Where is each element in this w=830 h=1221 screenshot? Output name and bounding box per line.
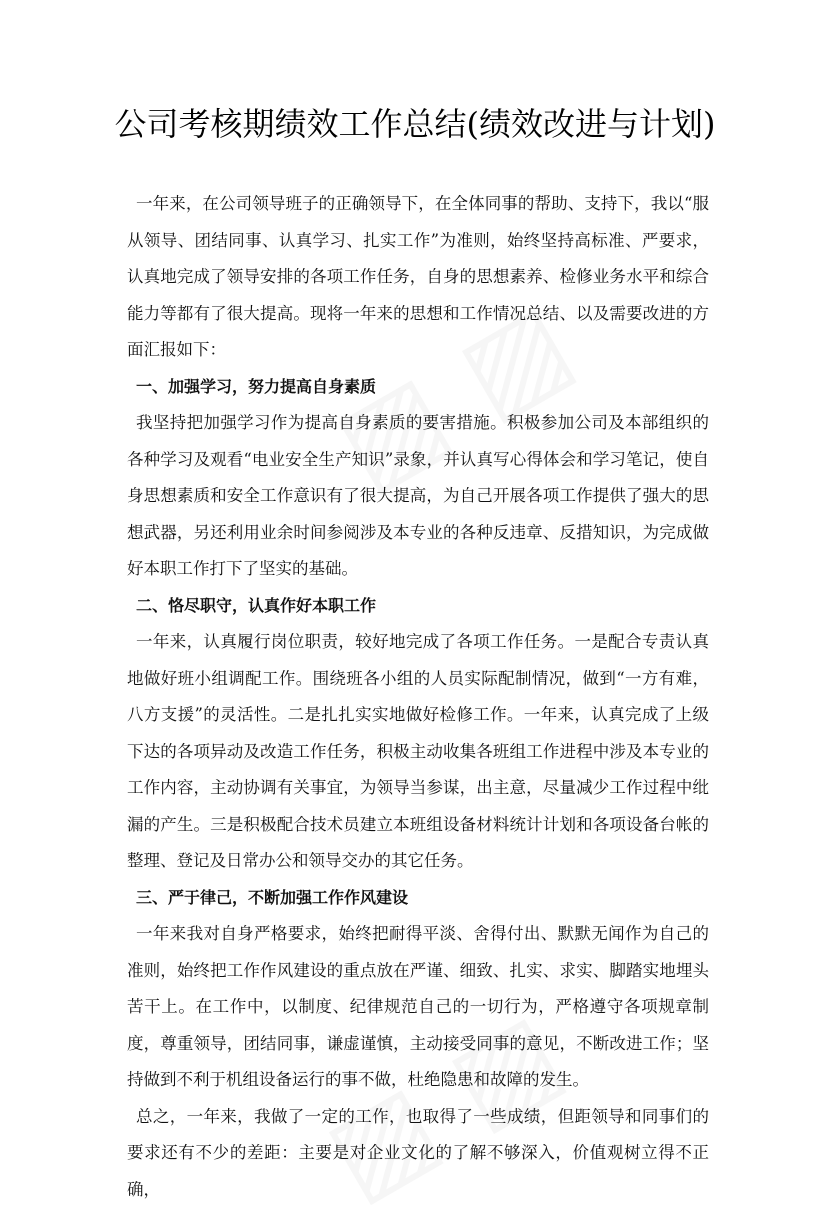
section-heading: 二、恪尽职守，认真作好本职工作: [136, 595, 377, 615]
intro-paragraph: 一年来，在公司领导班子的正确领导下，在全体同事的帮助、支持下，我以“服从领导、团结同事、认真学习、扎实工作”为准则，始终坚持高标准、严要求，认真地完成了领导安排的各项工作任务，自身的思想素养、检修业务水平和综合能力等都有了很大提高。现将一年来的思想和工作情况总结、以及需要改进的方面汇报如下：: [127, 194, 709, 359]
document-title: 公司考核期绩效工作总结(绩效改进与计划): [114, 105, 716, 143]
section-paragraph: 一年来我对自身严格要求，始终把耐得平淡、舍得付出、默默无闻作为自己的准则，始终把工作作风建设的重点放在严谨、细致、扎实、求实、脚踏实地埋头苦干上。在工作中，以制度、纪律规范自己的一切行为，严格遵守各项规章制度，尊重领导，团结同事，谦虚谨慎，主动接受同事的意见，不断改进工作；坚持做到不利于机组设备运行的事不做，杜绝隐患和故障的发生。: [127, 924, 709, 1089]
section-paragraph: 我坚持把加强学习作为提高自身素质的要害措施。积极参加公司及本部组织的各种学习及观看“电业安全生产知识”录象，并认真写心得体会和学习笔记，使自身思想素质和安全工作意识有了很大提高，为自己开展各项工作提供了强大的思想武器，另还利用业余时间参阅涉及本专业的各种反违章、反措知识，为完成做好本职工作打下了坚实的基础。: [127, 413, 709, 578]
document-body: [127, 186, 709, 1208]
section-heading: 一、加强学习，努力提高自身素质: [136, 376, 377, 396]
section-paragraph: 一年来，认真履行岗位职责，较好地完成了各项工作任务。一是配合专责认真地做好班小组调配工作。围绕班各小组的人员实际配制情况，做到“一方有难，八方支援”的灵活性。二是扎扎实实地做好检修工作。一年来，认真完成了上级下达的各项异动及改造工作任务，积极主动收集各班组工作进程中涉及本专业的工作内容，主动协调有关事宜，为领导当参谋，出主意，尽量减少工作过程中纰漏的产生。三是积极配合技术员建立本班组设备材料统计计划和各项设备台帐的整理、登记及日常办公和领导交办的其它任务。: [127, 632, 709, 870]
section-heading: 三、严于律己，不断加强工作作风建设: [136, 887, 409, 907]
closing-paragraph: 总之，一年来，我做了一定的工作，也取得了一些成绩，但距领导和同事们的要求还有不少的差距：主要是对企业文化的了解不够深入，价值观树立得不正确，: [127, 1106, 709, 1199]
